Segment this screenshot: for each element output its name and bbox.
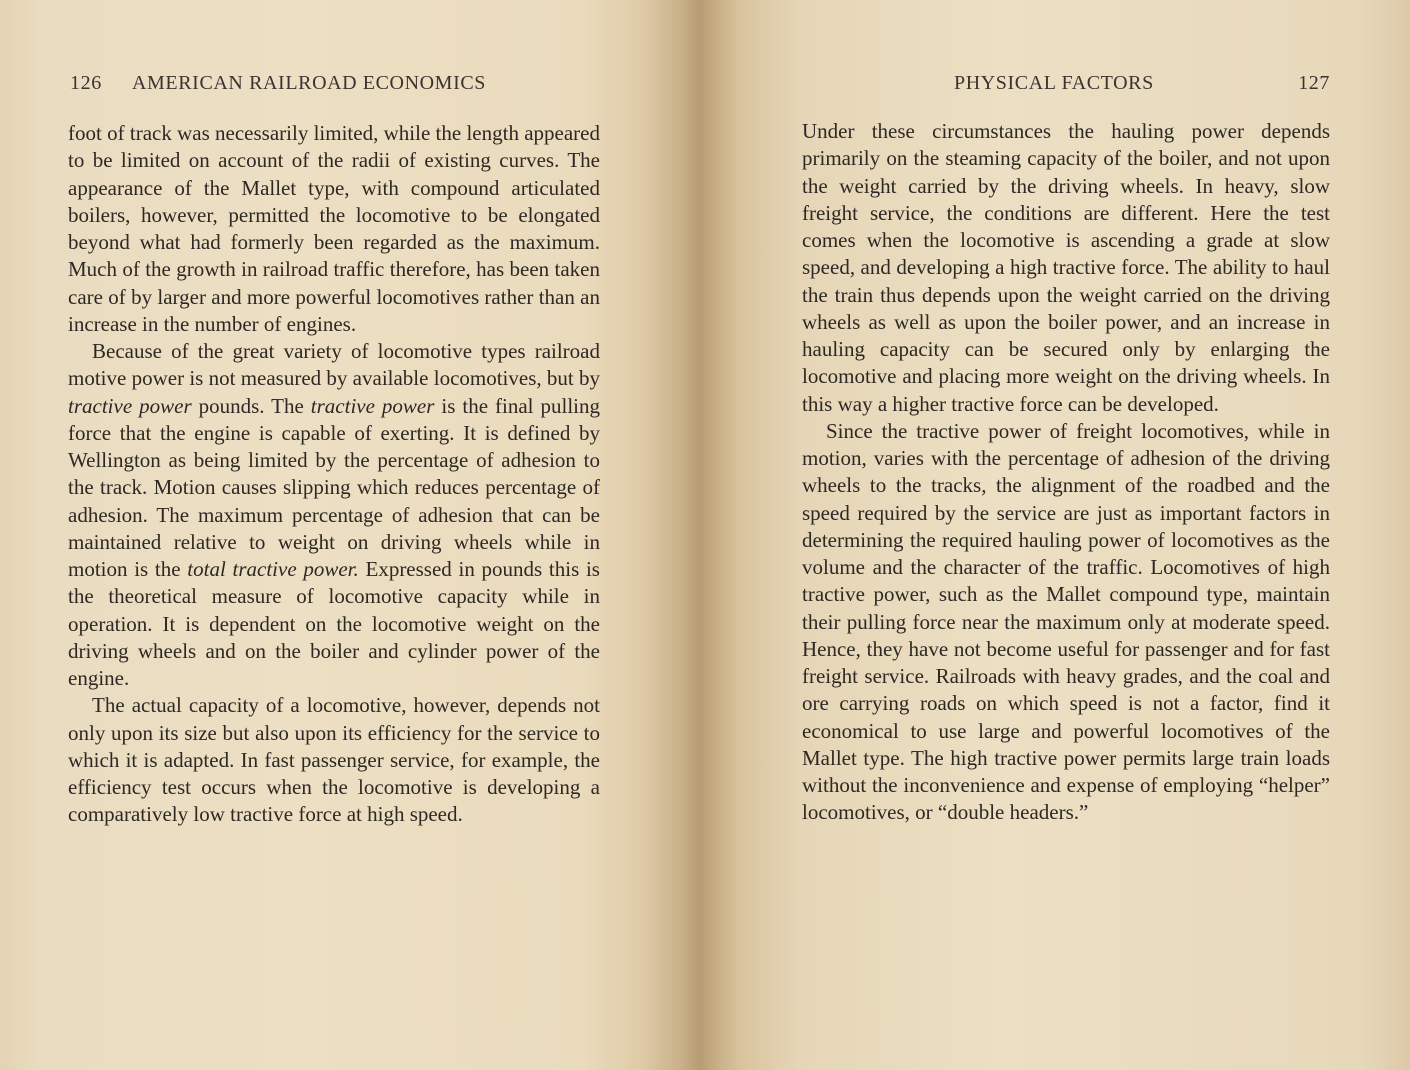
running-head-right	[802, 72, 1330, 102]
running-head-title-right: PHYSICAL FACTORS	[954, 72, 1154, 94]
text-run: Expressed in pounds this is the theoretical measure of locomotive capacity while in operation. It is dependent on the locomotive weight on the driving wheels and on the boiler and cylinder power of the engine.	[68, 557, 600, 690]
paragraph	[68, 338, 600, 692]
text-run: Because of the great variety of locomotive types railroad motive power is not measured by available locomotives, but by	[68, 339, 600, 391]
italic-term: tractive power	[310, 393, 435, 418]
text-run: is the final pulling force that the engine is capable of exerting. It is defined by Wellington as being limited by the percentage of adhesion to the track. Motion causes slipping which reduces percentage of adhesion. The maximum percentage of adhesion that can be maintained relative to weight on driving wheels while in motion is the	[68, 393, 600, 581]
right-page	[802, 0, 1330, 1070]
page-number-right: 127	[1298, 72, 1330, 94]
paragraph: The actual capacity of a locomotive, however, depends not only upon its size but also upon its efficiency for the service to which it is adapted. In fast passenger service, for example, the efficiency test occurs when the locomotive is developing a comparatively low tractive force at high speed.	[68, 693, 600, 827]
running-head-left	[68, 72, 600, 102]
paragraph: Since the tractive power of freight locomotives, while in motion, varies with the percentage of adhesion of the driving wheels to the tracks, the alignment of the roadbed and the speed required by the service are just as important factors in determining the required hauling power of locomotives as the volume and the character of the traffic. Locomotives of high tractive power, such as the Mallet compound type, maintain their pulling force near the maximum only at moderate speed. Hence, they have not become useful for passenger and for fast freight service. Railroads with heavy grades, and the coal and ore carrying roads on which speed is not a factor, find it economical to use large and powerful locomotives of the Mallet type. The high tractive power permits large train loads without the inconvenience and expense of employing “helper” locomotives, or “double headers.”	[802, 418, 1330, 825]
italic-term: tractive power	[68, 393, 192, 418]
left-page	[68, 0, 600, 1070]
italic-term: total tractive power.	[187, 557, 359, 581]
paragraph: Under these circumstances the hauling power depends primarily on the steaming capacity of the boiler, and not upon the weight carried by the driving wheels. In heavy, slow freight service, the conditions are different. Here the test comes when the locomotive is ascending a grade at slow speed, and developing a high tractive force. The ability to haul the train thus depends upon the weight carried on the driving wheels as well as upon the boiler power, and an increase in hauling capacity can be secured only by enlarging the locomotive and placing more weight on the driving wheels. In this way a higher tractive force can be developed.	[802, 119, 1330, 416]
running-head-title-left: AMERICAN RAILROAD ECONOMICS	[132, 72, 486, 94]
page-number-left: 126	[70, 72, 102, 94]
text-run: pounds. The	[191, 393, 311, 418]
left-body-text	[68, 120, 600, 829]
right-body-text	[802, 118, 1330, 827]
paragraph: foot of track was necessarily limited, while the length appeared to be limited on account of the radii of existing curves. The appearance of the Mallet type, with compound articulated boilers, however, permitted the locomotive to be elongated beyond what had formerly been regarded as the maximum. Much of the growth in railroad traffic therefore, has been taken care of by larger and more powerful locomotives rather than an increase in the number of engines.	[68, 121, 600, 336]
